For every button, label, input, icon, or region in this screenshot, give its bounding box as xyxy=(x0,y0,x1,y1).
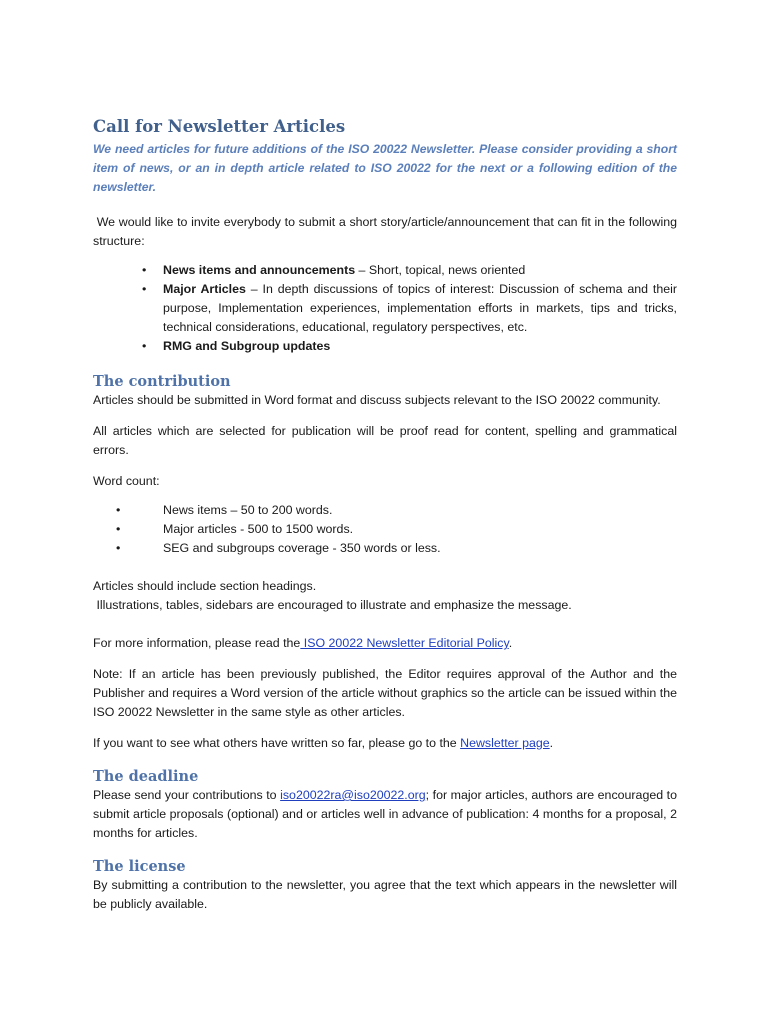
bullet-icon: • xyxy=(142,282,147,296)
contribution-p1: Articles should be submitted in Word format and discuss subjects relevant to the ISO 20022 community. xyxy=(93,393,661,407)
list-item xyxy=(93,261,677,280)
more-info-paragraph: For more information, please read the ISO 20022 Newsletter Editorial Policy. xyxy=(93,636,513,650)
list-item: • Major articles - 500 to 1500 words. xyxy=(93,520,677,539)
intro-paragraph: We need articles for future additions of the ISO 20022 Newsletter. Please consider providing a short item of news, or an in depth article related to ISO 20022 for the next or a following edition of the newsletter. xyxy=(93,142,677,194)
bullet-icon: • xyxy=(116,503,121,517)
list-item xyxy=(93,280,677,337)
newsletter-page-link[interactable]: Newsletter page xyxy=(460,736,550,750)
structure-list xyxy=(93,261,677,356)
list-item-term: News items and announcements xyxy=(163,263,356,277)
deadline-heading: The deadline xyxy=(93,768,199,785)
word-count-label: Word count: xyxy=(93,474,160,488)
invite-paragraph: We would like to invite everybody to submit a short story/article/announcement that can fit in the following structure: xyxy=(93,215,677,248)
page-title: Call for Newsletter Articles xyxy=(93,117,346,136)
license-heading: The license xyxy=(93,858,186,875)
bullet-icon: • xyxy=(116,522,121,536)
bullet-icon: • xyxy=(142,339,147,353)
list-item: • SEG and subgroups coverage - 350 words or less. xyxy=(93,539,677,558)
license-paragraph: By submitting a contribution to the newsletter, you agree that the text which appears in the newsletter will be publicly available. xyxy=(93,878,677,911)
editorial-policy-link[interactable]: ISO 20022 Newsletter Editorial Policy xyxy=(300,636,509,650)
list-item-term: Major Articles xyxy=(163,282,246,296)
deadline-paragraph: Please send your contributions to iso20022ra@iso20022.org; for major articles, authors are encouraged to submit article proposals (optional) and or articles well in advance of publication: 4 months for a proposal, 2 months for articles. xyxy=(93,788,677,840)
document-body xyxy=(93,116,677,914)
bullet-icon: • xyxy=(142,263,147,277)
see-others-paragraph: If you want to see what others have written so far, please go to the Newsletter page. xyxy=(93,736,554,750)
contribution-p2: All articles which are selected for publication will be proof read for content, spelling and grammatical errors. xyxy=(93,424,677,457)
note-paragraph: Note: If an article has been previously published, the Editor requires approval of the Author and the Publisher and requires a Word version of the article without graphics so the article can be issued within the ISO 20022 Newsletter in the same style as other articles. xyxy=(93,667,677,719)
section-headings-line: Articles should include section headings. xyxy=(93,579,317,593)
list-item-desc: – In depth discussions of topics of interest: Discussion of schema and their purpose, Implementation experiences, implementation efforts in markets, tips and tricks, technical considerations, educational, regulatory perspectives, etc. xyxy=(163,282,678,334)
list-item-desc: – Short, topical, news oriented xyxy=(355,263,526,277)
list-item-term: RMG and Subgroup updates xyxy=(163,339,331,353)
list-item: • News items – 50 to 200 words. xyxy=(93,501,677,520)
contribution-heading: The contribution xyxy=(93,373,231,390)
email-link[interactable]: iso20022ra@iso20022.org xyxy=(280,788,426,802)
bullet-icon: • xyxy=(116,541,121,555)
list-item xyxy=(93,337,677,356)
illustrations-line: Illustrations, tables, sidebars are encouraged to illustrate and emphasize the message. xyxy=(96,598,572,612)
word-count-list xyxy=(93,501,677,558)
